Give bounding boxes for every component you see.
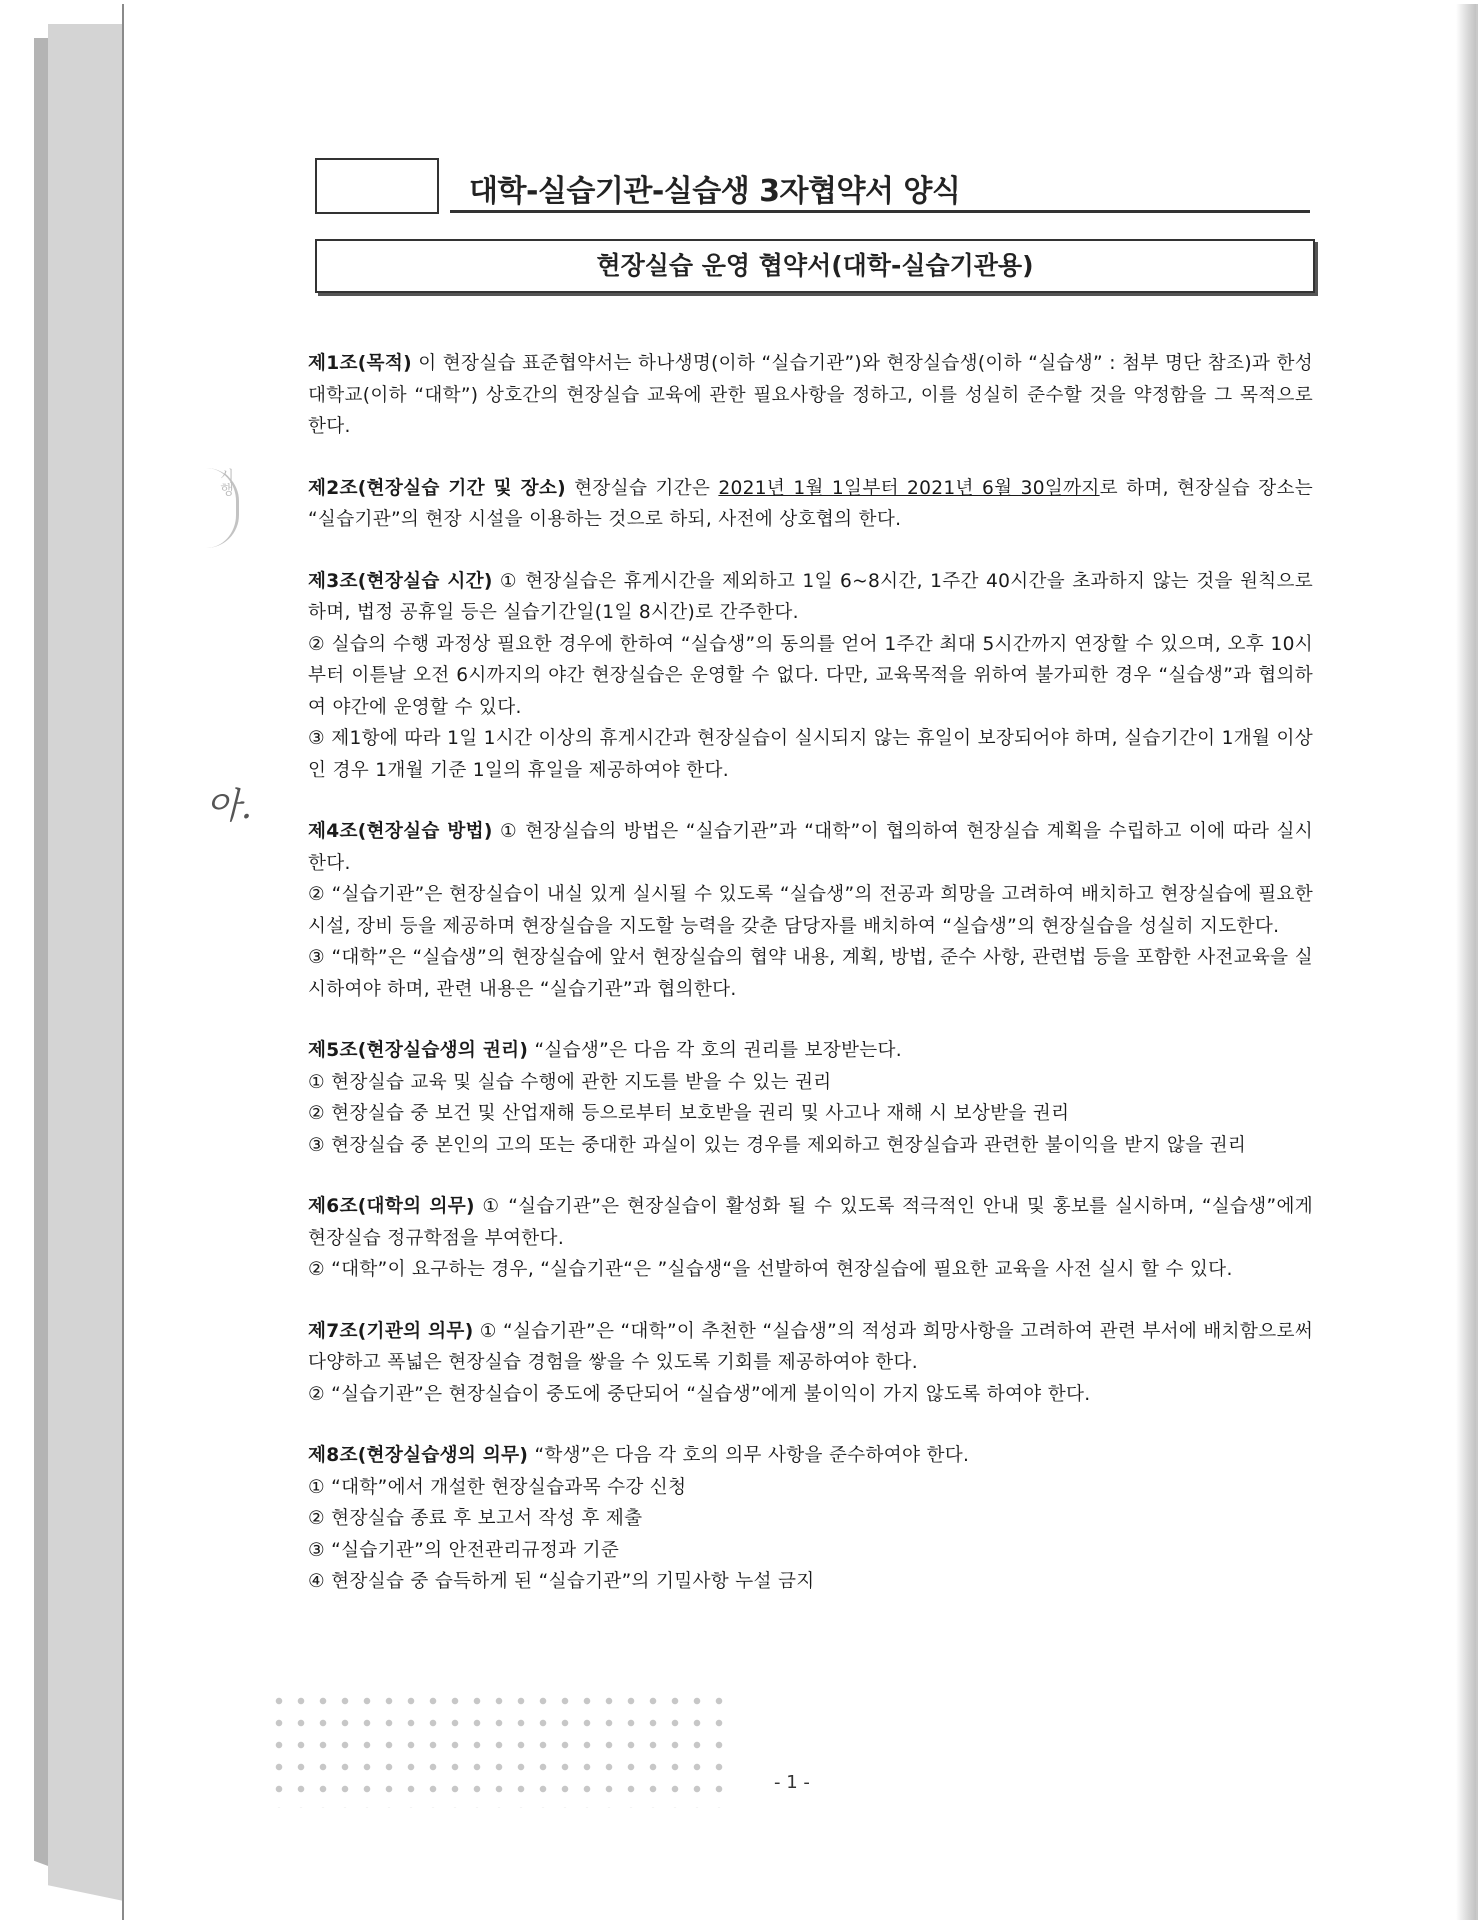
article-text: ① “실습기관”은 현장실습이 활성화 될 수 있도록 적극적인 안내 및 홍보를 실시하며, “실습생”에게 현장실습 정규학점을 부여한다. xyxy=(308,1196,1313,1249)
article-8-item-4: ④ 현장실습 중 습득하게 된 “실습기관”의 기밀사항 누설 금지 xyxy=(308,1571,815,1592)
article-5 xyxy=(308,1035,1313,1067)
article-8-item-3: ③ “실습기관”의 안전관리규정과 기준 xyxy=(308,1539,620,1561)
agreement-body xyxy=(308,348,1313,1598)
article-4-clause-3: ③ “대학”은 “실습생”의 현장실습에 앞서 현장실습의 협약 내용, 계획, 방법, 준수 사항, 관련법 등을 포함한 사전교육을 실시하여야 하며, 관련 내용은 “실습기관”과 협의한다. xyxy=(308,947,1313,1000)
article-8 xyxy=(308,1440,1313,1472)
header-underline xyxy=(450,210,1310,213)
article-heading: 제7조(기관의 의무) xyxy=(308,1320,474,1342)
article-heading: 제8조(현장실습생의 의무) xyxy=(308,1445,529,1466)
header xyxy=(315,158,1315,214)
article-1 xyxy=(308,348,1313,443)
article-5-item-1: ① 현장실습 교육 및 실습 수행에 관한 지도를 받을 수 있는 권리 xyxy=(308,1071,832,1093)
article-text: ① 현장실습은 휴게시간을 제외하고 1일 6~8시간, 1주간 40시간을 초과하지 않는 것을 원칙으로 하며, 법정 공휴일 등은 실습기간일(1일 8시간)로 간주한다. xyxy=(308,570,1313,623)
article-heading: 제6조(대학의 의무) xyxy=(308,1196,475,1217)
article-heading: 제3조(현장실습 시간) xyxy=(308,570,493,592)
article-5-item-3: ③ 현장실습 중 본인의 고의 또는 중대한 과실이 있는 경우를 제외하고 현장실습과 관련한 불이익을 받지 않을 권리 xyxy=(308,1134,1247,1156)
article-heading: 제4조(현장실습 방법) xyxy=(308,821,493,842)
article-2 xyxy=(308,473,1313,536)
article-7-clause-2: ② “실습기관”은 현장실습이 중도에 중단되어 “실습생”에게 불이익이 가지 않도록 하여야 한다. xyxy=(308,1383,1091,1405)
article-3-clause-2: ② 실습의 수행 과정상 필요한 경우에 한하여 “실습생”의 동의를 얻어 1주간 최대 5시간까지 연장할 수 있으며, 오후 10시부터 이튿날 오전 6시까지의 야간 현장실습은 운영할 수 없다. 다만, 교육목적을 위하여 불가피한 경우 “실습생”과 협의하여 야간에 운영할 수 있다. xyxy=(308,633,1313,718)
agreement-subtitle: 현장실습 운영 협약서(대학-실습기관용) xyxy=(315,239,1315,293)
stamp-mark: 시행 xyxy=(206,468,239,548)
article-text: ① “실습기관”은 “대학”이 추천한 “실습생”의 적성과 희망사항을 고려하여 관련 부서에 배치함으로써 다양하고 폭넓은 현장실습 경험을 쌓을 수 있도록 기회를 제공하여야 한다. xyxy=(308,1320,1313,1373)
article-4 xyxy=(308,816,1313,879)
internship-period: 2021년 1월 1일부터 2021년 6월 30일까지 xyxy=(718,477,1100,499)
article-4-clause-2: ② “실습기관”은 현장실습이 내실 있게 실시될 수 있도록 “실습생”의 전공과 희망을 고려하여 배치하고 현장실습에 필요한 시설, 장비 등을 제공하며 현장실습을 지도할 능력을 갖춘 담당자를 배치하여 “실습생”의 현장실습을 성실히 지도한다. xyxy=(308,884,1313,937)
article-text: 로 하며, 현장실습 장소는 “실습기관”의 현장 시설을 이용하는 것으로 하되, 사전에 상호협의 한다. xyxy=(308,477,1314,530)
page-right-shadow xyxy=(1456,4,1476,1920)
article-3-clause-3: ③ 제1항에 따라 1일 1시간 이상의 휴게시간과 현장실습이 실시되지 않는 휴일이 보장되어야 하며, 실습기간이 1개월 이상인 경우 1개월 기준 1일의 휴일을 제공하여야 한다. xyxy=(308,728,1313,781)
article-text: “학생”은 다음 각 호의 의무 사항을 준수하여야 한다. xyxy=(528,1445,970,1466)
article-text: ① 현장실습의 방법은 “실습기관”과 “대학”이 협의하여 현장실습 계획을 수립하고 이에 따라 실시한다. xyxy=(308,821,1314,874)
article-7 xyxy=(308,1316,1313,1379)
article-8-item-2: ② 현장실습 종료 후 보고서 작성 후 제출 xyxy=(308,1508,643,1529)
article-3 xyxy=(308,566,1313,629)
handwritten-note: 아. xyxy=(206,786,253,827)
page-number: - 1 - xyxy=(774,1772,810,1793)
article-heading: 제1조(목적) xyxy=(308,353,412,374)
header-empty-box xyxy=(315,158,439,214)
article-5-item-2: ② 현장실습 중 보건 및 산업재해 등으로부터 보호받을 권리 및 사고나 재해 시 보상받을 권리 xyxy=(308,1103,1070,1124)
article-text: “실습생”은 다음 각 호의 권리를 보장받는다. xyxy=(528,1040,903,1061)
article-text: 이 현장실습 표준협약서는 하나생명(이하 “실습기관”)와 현장실습생(이하 “실습생” : 첨부 명단 참조)과 한성대학교(이하 “대학”) 상호간의 현장실습 교육에 관한 필요사항을 정하고, 이를 성실히 준수할 것을 약정함을 그 목적으로 한다. xyxy=(308,353,1313,437)
article-text: 현장실습 기간은 xyxy=(565,477,719,499)
page-title: 대학-실습기관-실습생 3자협약서 양식 xyxy=(469,174,961,209)
article-6 xyxy=(308,1191,1313,1254)
article-6-clause-2: ② “대학”이 요구하는 경우, “실습기관“은 ”실습생“을 선발하여 현장실습에 필요한 교육을 사전 실시 할 수 있다. xyxy=(308,1259,1233,1280)
article-heading: 제5조(현장실습생의 권리) xyxy=(308,1040,529,1061)
article-8-item-1: ① “대학”에서 개설한 현장실습과목 수강 신청 xyxy=(308,1476,687,1498)
article-heading: 제2조(현장실습 기간 및 장소) xyxy=(308,477,566,499)
dotted-seal-watermark xyxy=(268,1690,728,1808)
